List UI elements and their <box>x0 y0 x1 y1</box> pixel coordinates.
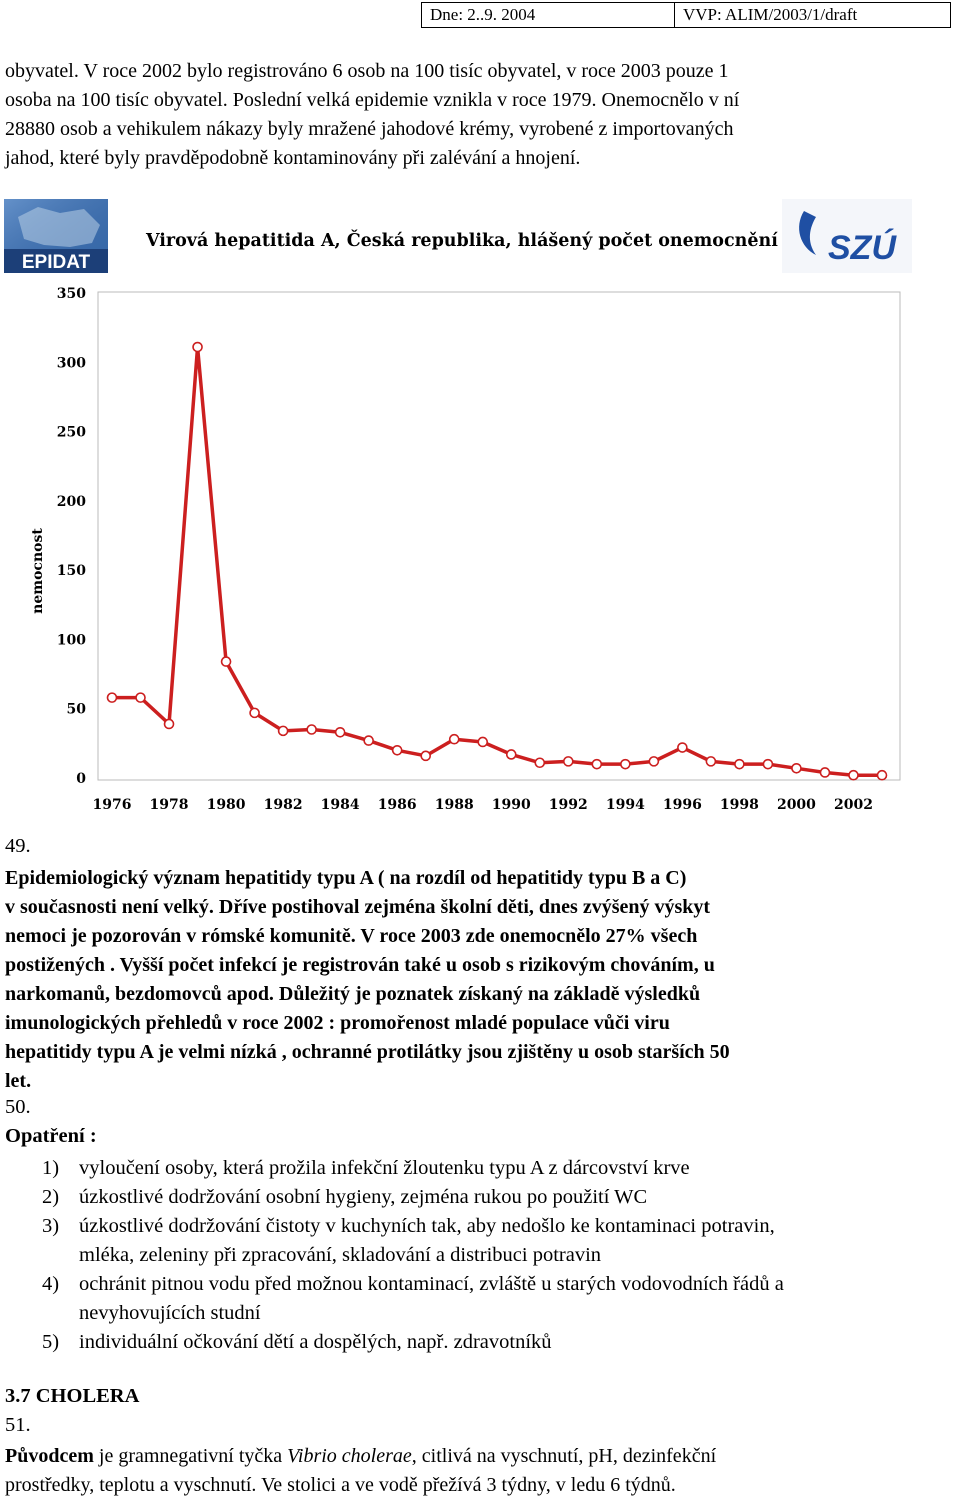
data-point <box>735 760 744 769</box>
header-reference: VVP: ALIM/2003/1/draft <box>683 5 858 24</box>
data-point <box>678 743 687 752</box>
data-point <box>421 751 430 760</box>
x-tick-label: 2000 <box>776 797 816 813</box>
hepatitis-a-chart <box>4 197 916 829</box>
measures-heading: Opatření : <box>5 1125 97 1147</box>
x-tick-label: 1990 <box>491 797 531 813</box>
x-tick-label: 1994 <box>605 797 645 813</box>
emphasis-term: Původcem <box>5 1445 94 1467</box>
list-item-number: 3) <box>42 1215 60 1237</box>
data-point <box>507 750 516 759</box>
paragraph-line: v současnosti není velký. Dříve postihoval zejména školní děti, dnes zvýšený výskyt <box>5 896 711 918</box>
document-header <box>421 2 951 28</box>
paragraph-line: nemoci je pozorován v rómské komunitě. V roce 2003 zde onemocnělo 27% všech <box>5 925 698 947</box>
epidat-logo-text: EPIDAT <box>21 252 91 273</box>
x-tick-label: 1988 <box>434 797 474 813</box>
list-item-text: individuální očkování dětí a dospělých, např. zdravotníků <box>79 1331 552 1353</box>
list-item-line: nevyhovujících studní <box>79 1302 261 1324</box>
intro-line: osoba na 100 tisíc obyvatel. Poslední velká epidemie vznikla v roce 1979. Onemocnělo v ní <box>5 89 740 111</box>
measures-list <box>42 1154 784 1357</box>
data-point <box>393 746 402 755</box>
data-point <box>649 757 658 766</box>
plot-frame <box>98 292 900 780</box>
data-point <box>364 736 373 745</box>
list-item-text: úzkostlivé dodržování osobní hygieny, zejména rukou po použití WC <box>79 1186 648 1208</box>
data-point <box>450 735 459 744</box>
data-point <box>878 771 887 780</box>
section-number: 50. <box>5 1096 31 1118</box>
list-item-number: 4) <box>42 1273 60 1295</box>
intro-line: obyvatel. V roce 2002 bylo registrováno 6 osob na 100 tisíc obyvatel, v roce 2003 pouze 1 <box>5 60 729 82</box>
cholera-paragraph <box>5 1442 957 1500</box>
list-item-text <box>79 1212 775 1270</box>
szu-logo-text: SZÚ <box>828 229 896 267</box>
header-date: Dne: 2..9. 2004 <box>422 3 675 27</box>
data-point <box>849 771 858 780</box>
list-item-line: ochránit pitnou vodu před možnou kontaminací, zvláště u starých vodovodních řádů a <box>79 1273 784 1295</box>
data-point <box>336 728 345 737</box>
intro-line: jahod, které byly pravděpodobně kontaminovány při zalévání a hnojení. <box>5 147 581 169</box>
species-name: Vibrio cholerae <box>287 1445 412 1467</box>
list-item-line: mléka, zeleniny při zpracování, skladování a distribuci potravin <box>79 1244 602 1266</box>
section-number: 49. <box>5 835 31 857</box>
paragraph-line: imunologických přehledů v roce 2002 : promořenost mladé populace vůči viru <box>5 1012 670 1034</box>
data-point <box>478 737 487 746</box>
paragraph-line: narkomanů, bezdomovců apod. Důležitý je poznatek získaný na základě výsledků <box>5 983 701 1005</box>
x-tick-label: 1976 <box>92 797 132 813</box>
x-tick-label: 1998 <box>719 797 759 813</box>
paragraph-line: postižených . Vyšší počet infekcí je registrován také u osob s rizikovým chováním, u <box>5 954 715 976</box>
list-item-line: úzkostlivé dodržování čistoty v kuchyních tak, aby nedošlo ke kontaminaci potravin, <box>79 1215 775 1237</box>
list-item-text: vyloučení osoby, která prožila infekční žloutenku typu A z dárcovství krve <box>79 1157 690 1179</box>
list-item <box>42 1183 784 1212</box>
text-run: je gramnegativní tyčka <box>93 1445 288 1467</box>
data-point <box>592 760 601 769</box>
paragraph-line <box>5 1442 957 1471</box>
paragraph-line: hepatitidy typu A je velmi nízká , ochranné protilátky jsou zjištěny u osob starších 50 <box>5 1041 730 1063</box>
data-point <box>222 657 231 666</box>
paragraph-line: let. <box>5 1070 32 1092</box>
intro-paragraph <box>5 57 957 173</box>
data-point <box>250 708 259 717</box>
y-tick-label: 150 <box>56 563 86 580</box>
list-item <box>42 1270 784 1328</box>
data-point <box>621 760 630 769</box>
data-point <box>193 343 202 352</box>
data-point <box>792 764 801 773</box>
paragraph-line: Epidemiologický význam hepatitidy typu A ( na rozdíl od hepatitidy typu B a C) <box>5 867 687 889</box>
y-tick-label: 50 <box>66 701 86 718</box>
list-item <box>42 1328 784 1357</box>
x-tick-label: 1992 <box>548 797 588 813</box>
list-item <box>42 1154 784 1183</box>
data-point <box>820 768 829 777</box>
list-item-text <box>79 1270 784 1328</box>
epidemiology-paragraph <box>5 864 957 1096</box>
y-tick-label: 250 <box>56 424 86 441</box>
y-tick-label: 100 <box>56 632 86 649</box>
list-item-number: 1) <box>42 1157 60 1179</box>
chart-title: Virová hepatitida A, Česká republika, hlášený počet onemocnění <box>146 231 778 251</box>
data-point <box>108 693 117 702</box>
data-point <box>307 725 316 734</box>
y-tick-label: 300 <box>56 355 86 372</box>
text-run: , citlivá na vyschnutí, pH, dezinfekční <box>411 1445 717 1467</box>
data-point <box>279 726 288 735</box>
list-item-number: 5) <box>42 1331 60 1353</box>
cholera-heading: 3.7 CHOLERA <box>5 1385 140 1407</box>
x-tick-label: 1978 <box>149 797 189 813</box>
y-tick-label: 350 <box>56 286 86 302</box>
y-axis-label: nemocnost <box>30 528 46 614</box>
data-point <box>564 757 573 766</box>
intro-line: 28880 osob a vehikulem nákazy byly mražené jahodové krémy, vyrobené z importovaných <box>5 118 734 140</box>
x-tick-label: 1984 <box>320 797 360 813</box>
data-point <box>763 760 772 769</box>
data-point <box>136 693 145 702</box>
x-tick-label: 1980 <box>206 797 246 813</box>
x-tick-label: 1982 <box>263 797 303 813</box>
data-point <box>706 757 715 766</box>
szu-logo <box>782 199 912 273</box>
x-tick-label: 1986 <box>377 797 417 813</box>
x-tick-label: 2002 <box>833 797 873 813</box>
y-tick-label: 0 <box>76 771 86 787</box>
paragraph-line: prostředky, teplotu a vyschnutí. Ve stolici a ve vodě přežívá 3 týdny, v ledu 6 týdnů. <box>5 1474 676 1496</box>
epidat-logo <box>4 199 108 273</box>
x-tick-label: 1996 <box>662 797 702 813</box>
list-item <box>42 1212 784 1270</box>
list-item-number: 2) <box>42 1186 60 1208</box>
y-tick-label: 200 <box>56 493 86 510</box>
series-line <box>112 347 882 775</box>
data-point <box>535 758 544 767</box>
section-number: 51. <box>5 1414 31 1436</box>
data-point <box>165 719 174 728</box>
